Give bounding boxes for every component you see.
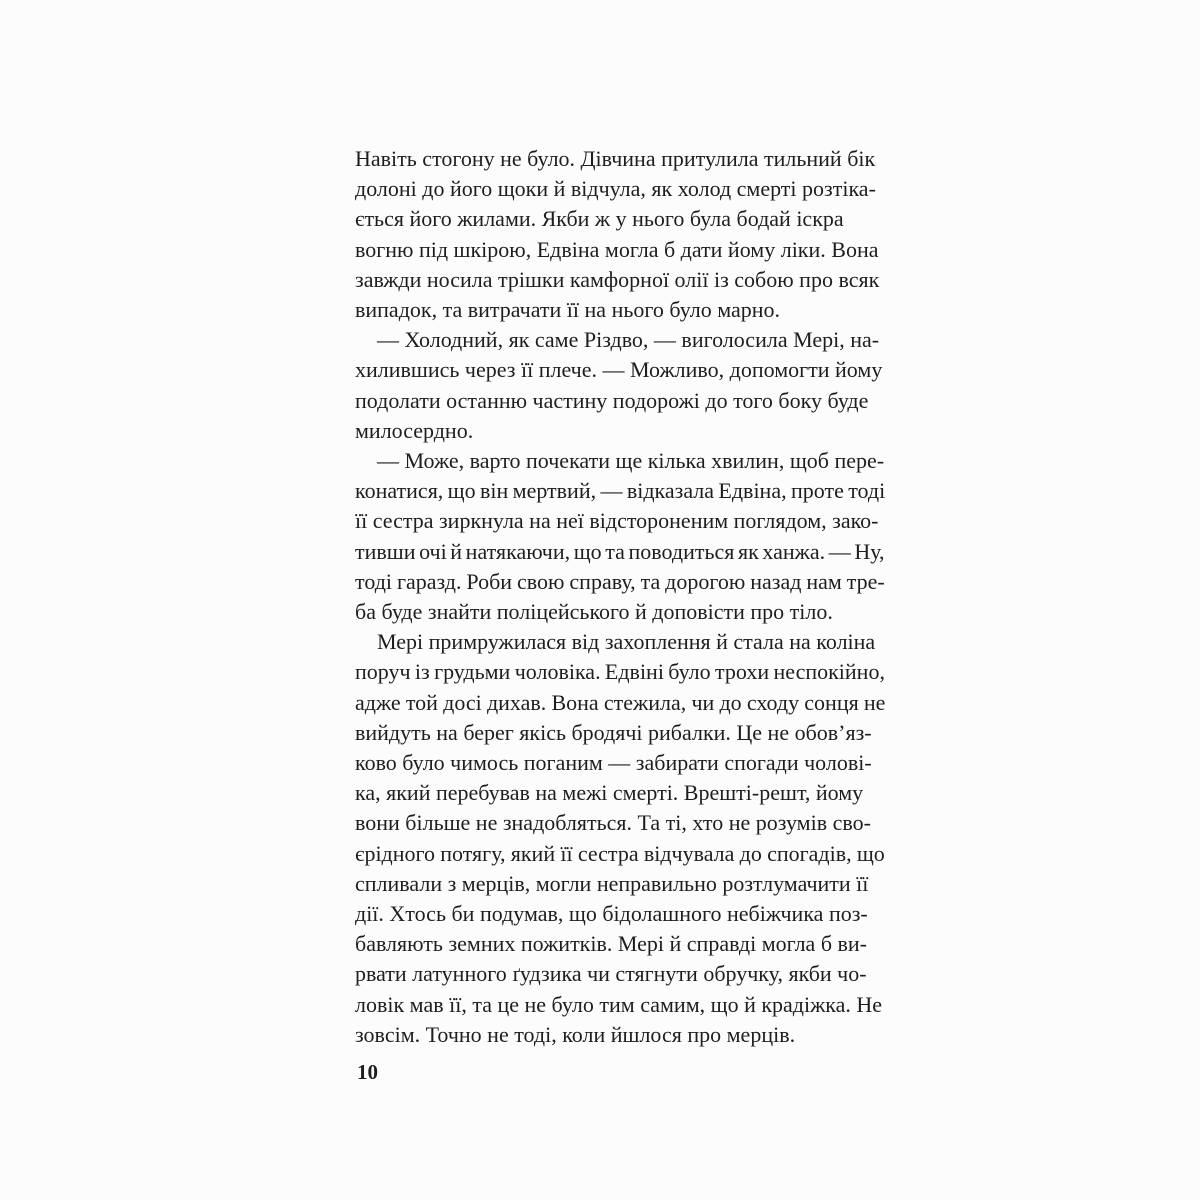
text-line: ба буде знайти поліцейського й доповісти про тіло. <box>355 599 833 625</box>
text-line: конатися, що він мертвий, — відказала Едвіна, проте тоді <box>355 478 886 504</box>
text-line: Мері примружилася від захоплення й стала на коліна <box>377 629 876 655</box>
text-line: ка, який перебував на межі смерті. Врешті-решт, йому <box>355 780 864 806</box>
text-line: завжди носила трішки камфорної олії із собою про всяк <box>355 266 880 292</box>
text-line: ково було чимось поганим — забирати спогади чолові- <box>355 750 872 776</box>
paragraph-3 <box>355 446 885 627</box>
text-line: Навіть стогону не було. Дівчина притулила тильний бік <box>355 146 876 171</box>
text-line: долоні до його щоки й відчула, як холод смерті розтіка- <box>355 176 876 202</box>
text-line: вийдуть на берег якісь бродячі рибалки. Це не обов’яз- <box>355 719 872 745</box>
page-number: 10 <box>357 1060 378 1084</box>
text-line: хилившись через її плече. — Можливо, допомогти йому <box>355 357 883 383</box>
paragraph-4 <box>355 627 885 1050</box>
paragraph-2 <box>355 325 885 446</box>
text-line: поруч із грудьми чоловіка. Едвіні було трохи неспокійно, <box>355 659 885 685</box>
text-line: бавляють земних пожитків. Мері й справді могла б ви- <box>355 931 867 957</box>
text-line: адже той досі дихав. Вона стежила, чи до сходу сонця не <box>355 689 886 715</box>
text-line: вони більше не знадобляться. Та ті, хто не розумів сво- <box>355 810 871 836</box>
text-line: — Холодний, як саме Різдво, — виголосила Мері, на- <box>377 327 880 353</box>
text-line: рвати латунного ґудзика чи стягнути обручку, якби чо- <box>355 961 867 987</box>
text-line: зовсім. Точно не тоді, коли йшлося про мерців. <box>355 1021 796 1047</box>
body-text <box>355 144 885 1050</box>
text-line: подолати останню частину подорожі до того боку буде <box>355 387 869 413</box>
text-line: ється його жилами. Якби ж у нього була бодай іскра <box>355 206 844 232</box>
text-line: вогню під шкірою, Едвіна могла б дати йому ліки. Вона <box>355 236 879 262</box>
text-line: тивши очі й натякаючи, що та поводиться як ханжа. — Ну, <box>355 538 885 564</box>
text-line: єрідного потягу, який її сестра відчувала до спогадів, що <box>355 840 885 866</box>
text-line: спливали з мерців, могли неправильно розтлумачити її <box>355 870 869 896</box>
text-line: випадок, та витрачати її на нього було марно. <box>355 297 781 323</box>
text-line: — Може, варто почекати ще кілька хвилин, щоб пере- <box>377 448 885 474</box>
text-line: милосердно. <box>355 417 474 443</box>
text-line: дії. Хтось би подумав, що бідолашного небіжчика поз- <box>355 901 868 927</box>
paragraph-1 <box>355 144 885 325</box>
text-line: тоді гаразд. Роби свою справу, та дорогою назад нам тре- <box>355 568 885 594</box>
text-line: ловік мав її, та це не було тим самим, що й крадіжка. Не <box>355 991 883 1017</box>
text-line: її сестра зиркнула на неї відстороненим поглядом, зако- <box>355 508 879 534</box>
